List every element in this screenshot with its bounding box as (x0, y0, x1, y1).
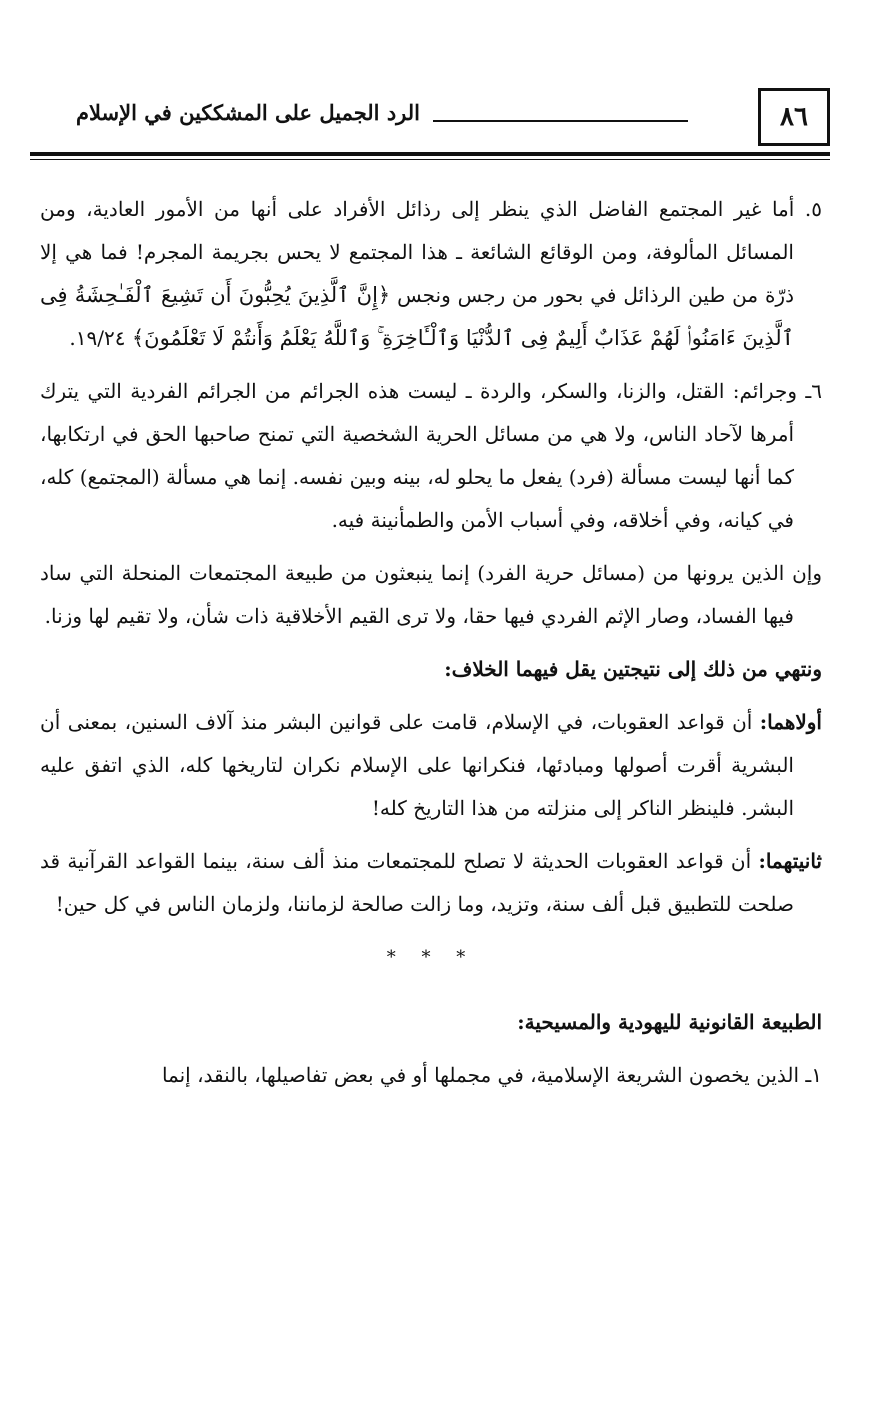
first-conclusion (40, 701, 822, 830)
paragraph-6: ٦ـ وجرائم: القتل، والزنا، والسكر، والردة ـ ليست هذه الجرائم من الجرائم الفردية التي يترك أمرها لآحاد الناس، ولا هي من مسائل الحرية الشخصية التي تمنح صاحبها الحق في ارتكابها، كما أنها ليست مسألة (فرد) يفعل ما يحلو له، بينه وبين نفسه. إنما هي مسألة (المجتمع) كله، في كيانه، وفي أخلاقه، وفي أسباب الأمن والطمأنينة فيه. (40, 379, 822, 532)
quran-verse: ﴿إِنَّ ٱلَّذِينَ يُحِبُّونَ أَن تَشِيعَ ٱلْفَـٰحِشَةُ فِى ٱلَّذِينَ ءَامَنُوا۟ لَهُمْ عَذَابٌ أَلِيمٌ فِى ٱلدُّنْيَا وَٱلْـَٔاخِرَةِ ۚ وَٱللَّهُ يَعْلَمُ وَأَنتُمْ لَا تَعْلَمُونَ﴾ (40, 283, 794, 350)
title-rule (433, 120, 688, 122)
section-heading: الطبيعة القانونية لليهودية والمسيحية: (517, 1010, 822, 1034)
body-text (40, 188, 822, 1107)
running-title: الرد الجميل على المشككين في الإسلام (76, 100, 420, 125)
paragraph-5 (40, 188, 822, 360)
verse-reference: ١٩/٢٤. (69, 326, 132, 350)
header-rule-thin (30, 159, 830, 160)
first-text: أن قواعد العقوبات، في الإسلام، قامت على قوانين البشر منذ آلاف السنين، بمعنى أن البشرية أقرت أصولها ومبادئها، فنكرانها على الإسلام نكران لتاريخها كله، الذي اتفق عليه البشر. فلينظر الناكر إلى منزلته من هذا التاريخ كله! (40, 710, 794, 820)
page-number-box (758, 88, 830, 146)
section-separator: * * * (386, 947, 476, 968)
page-number: ٨٦ (780, 102, 808, 132)
paragraph-7: وإن الذين يرونها من (مسائل حرية الفرد) إنما ينبعثون من طبيعة المجتمعات المنحلة التي ساد فيها الفساد، وصار الإثم الفردي فيها حقا، ولا ترى القيم الأخلاقية ذات شأن، ولا تقيم لها وزنا. (40, 561, 822, 628)
first-label: أولاهما: (759, 710, 822, 734)
paragraph-5-text: ٥. أما غير المجتمع الفاضل الذي ينظر إلى رذائل الأفراد على أنها من الأمور العادية، ومن المسائل المألوفة، ومن الوقائع الشائعة ـ هذا المجتمع لا يحس بجريمة المجرم! فما هي إلا ذرّة من طين الرذائل في بحور من رجس ونجس (40, 197, 822, 307)
item-1: ١ـ الذين يخصون الشريعة الإسلامية، في مجملها أو في بعض تفاصيلها، بالنقد، إنما (161, 1063, 822, 1087)
conclusion-heading: ونتهي من ذلك إلى نتيجتين يقل فيهما الخلاف: (444, 657, 822, 681)
second-text: أن قواعد العقوبات الحديثة لا تصلح للمجتمعات منذ ألف سنة، بينما القواعد القرآنية قد صلحت للتطبيق قبل ألف سنة، وتزيد، وما زالت صالحة لزماننا، ولزمان الناس في كل حين! (40, 849, 794, 916)
header-rule-thick (30, 152, 830, 156)
page-header (30, 88, 830, 158)
second-conclusion (40, 840, 822, 926)
second-label: ثانيتهما: (758, 849, 822, 873)
